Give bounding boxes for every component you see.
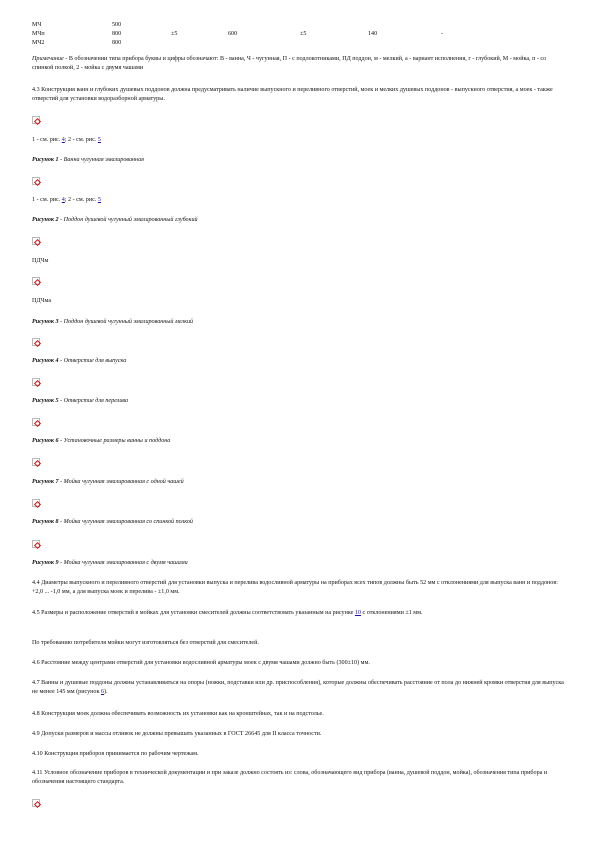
- figure-caption: [32, 478, 184, 487]
- table-cell: 800: [112, 31, 122, 37]
- figure-link[interactable]: 5: [97, 197, 101, 203]
- table-cell: МЧ: [32, 22, 42, 28]
- note-text: - В обозначении типа прибора буквы и цифры обозначают: В - ванна, Ч - чугунная, П - с подлокотниками, ПД поддон, м - мелкий, а - вариант исполнения, г - глубокий, М - мойка, п - со спинкой полкой, 2 - мойка с двумя чашами: [32, 56, 547, 71]
- figure-label: Рисунок 7: [32, 479, 59, 485]
- figure-caption: [32, 437, 170, 446]
- table-cell: МЧ2: [32, 40, 45, 46]
- broken-image-icon: [32, 237, 40, 245]
- figure-label: Рисунок 3: [32, 319, 59, 325]
- figure-label: Рисунок 1: [32, 157, 59, 163]
- figure-label: Рисунок 5: [32, 398, 59, 404]
- figure-link[interactable]: 4: [61, 137, 65, 143]
- table-cell: МЧп: [32, 31, 45, 37]
- figure-link[interactable]: 4: [61, 197, 65, 203]
- broken-image-icon: [32, 799, 40, 807]
- table-row: [32, 30, 452, 38]
- ref-text: ; 2 - см. рис.: [64, 197, 98, 203]
- broken-image-icon: [32, 116, 40, 124]
- figure-label: Рисунок 8: [32, 519, 59, 525]
- broken-image-icon: [32, 499, 40, 507]
- figure-label: Рисунок 6: [32, 438, 59, 444]
- table-cell: ±5: [171, 31, 178, 37]
- figure-link[interactable]: 10: [354, 610, 361, 616]
- figure-title: - Отверстие для перелива: [58, 398, 129, 404]
- figure-caption: [32, 318, 193, 327]
- broken-image-icon: [32, 277, 40, 285]
- figure-caption: [32, 518, 193, 527]
- p45-text: 4.5 Размеры и расположение отверстий в мойках для установки смесителей должны соответствовать указанным на рисунке: [32, 610, 355, 616]
- table-cell: 500: [112, 22, 122, 28]
- figure-ref-line: [32, 196, 101, 205]
- figure-caption: [32, 397, 128, 406]
- table-cell: ±5: [300, 31, 307, 37]
- ref-text: 1 - см. рис.: [32, 197, 62, 203]
- figure-label: Рисунок 9: [32, 560, 59, 566]
- broken-image-icon: [32, 378, 40, 386]
- figure-title: - Мойка чугунная эмалированная со спинкой полкой: [58, 519, 193, 525]
- paragraph-4-7: [32, 679, 564, 696]
- figure-ref-line: [32, 136, 101, 145]
- figure-title: - Поддон душевой чугунный эмалированный мелкий: [58, 319, 194, 325]
- figure-link[interactable]: 6: [100, 688, 104, 695]
- table-note: [32, 55, 566, 72]
- ref-text: ; 2 - см. рис.: [64, 137, 98, 143]
- figure-title: - Отверстие для выпуска: [58, 358, 127, 364]
- table-cell: 600: [228, 31, 238, 37]
- paragraph-4-5-note: По требованию потребителя мойки могут изготовляться без отверстий для смесителей.: [32, 640, 259, 646]
- figure-label: Рисунок 2: [32, 217, 59, 223]
- table-cell: 800: [112, 40, 122, 46]
- paragraph-4-10: 4.10 Конструкция приборов принимается по рабочим чертежам.: [32, 751, 199, 757]
- figure-caption: [32, 559, 188, 568]
- broken-image-icon: [32, 177, 40, 185]
- figure-title: - Мойка чугунная эмалированная с одной чашей: [58, 479, 184, 485]
- note-lead: Примечание: [32, 56, 64, 62]
- p47-text: ).: [104, 688, 108, 695]
- paragraph-4-8: 4.8 Конструкция моек должна обеспечивать возможность их установки как на кронштейнах, так и на подстолье.: [32, 711, 324, 717]
- broken-image-icon: [32, 418, 40, 426]
- paragraph-4-6: 4.6 Расстояние между центрами отверстий для установки водосливной арматуры моек с двумя чашами должно быть (300±10) мм.: [32, 660, 370, 666]
- figure-label: Рисунок 4: [32, 358, 59, 364]
- paragraph-4-5: [32, 609, 564, 618]
- figure-title: - Установочные размеры ванны и поддона: [58, 438, 171, 444]
- paragraph-4-9: 4.9 Допуски размеров и массы отливок не должны превышать указанных в ГОСТ 26645 для II класса точности.: [32, 731, 322, 737]
- ref-text: 1 - см. рис.: [32, 137, 62, 143]
- paragraph-4-4: 4.4 Диаметры выпускного и переливного отверстий для установки выпуска и перелива водосливной арматуры на приборах всех типов должны быть 52 мм с отклонениями для выпуска ванн и поддонов: +2,0 ... -1,0 мм, а для выпуска моек и перелива - ±1,0 мм.: [32, 580, 558, 595]
- figure-title: - Поддон душевой чугунный эмалированный глубокий: [58, 217, 198, 223]
- figure-variant-label: ПДЧм: [32, 258, 49, 264]
- figure-title: - Мойка чугунная эмалированная с двумя чашами: [58, 560, 188, 566]
- figure-variant-label: ПДЧма: [32, 298, 52, 304]
- paragraph-4-11: 4.11 Условное обозначение приборов в технической документации и при заказе должно состоять из: слова, обозначающего вид прибора (ванна, душевой поддон, мойка), обозначения типа прибора и обозначения настоящего стандарта.: [32, 770, 548, 785]
- broken-image-icon: [32, 540, 40, 548]
- paragraph-4-3: 4.3 Конструкция ванн и глубоких душевых поддонов должна предусматривать наличие выпускного и переливного отверстий, моек и мелких душевых поддонов - выпускного отверстия, а моек - также отверстий для установки водоразборной арматуры.: [32, 87, 553, 102]
- broken-image-icon: [32, 338, 40, 346]
- figure-caption: [32, 357, 126, 366]
- p45-text: с отклонениями ±1 мм.: [361, 610, 423, 616]
- p47-text: 4.7 Ванны и душевые поддоны должны устанавливаться на опоры (ножки, подставки или др. приспособления), которые должны обеспечивать расстояние от пола до нижней кромки отверстия для выпуска не менее 145 мм (рисунок: [32, 680, 564, 695]
- figure-link[interactable]: 5: [97, 137, 101, 143]
- table-cell: -: [441, 31, 444, 37]
- figure-caption: [32, 216, 198, 225]
- broken-image-icon: [32, 458, 40, 466]
- figure-title: - Ванна чугунная эмалированная: [58, 157, 144, 163]
- figure-caption: [32, 156, 144, 165]
- table-cell: 140: [368, 31, 378, 37]
